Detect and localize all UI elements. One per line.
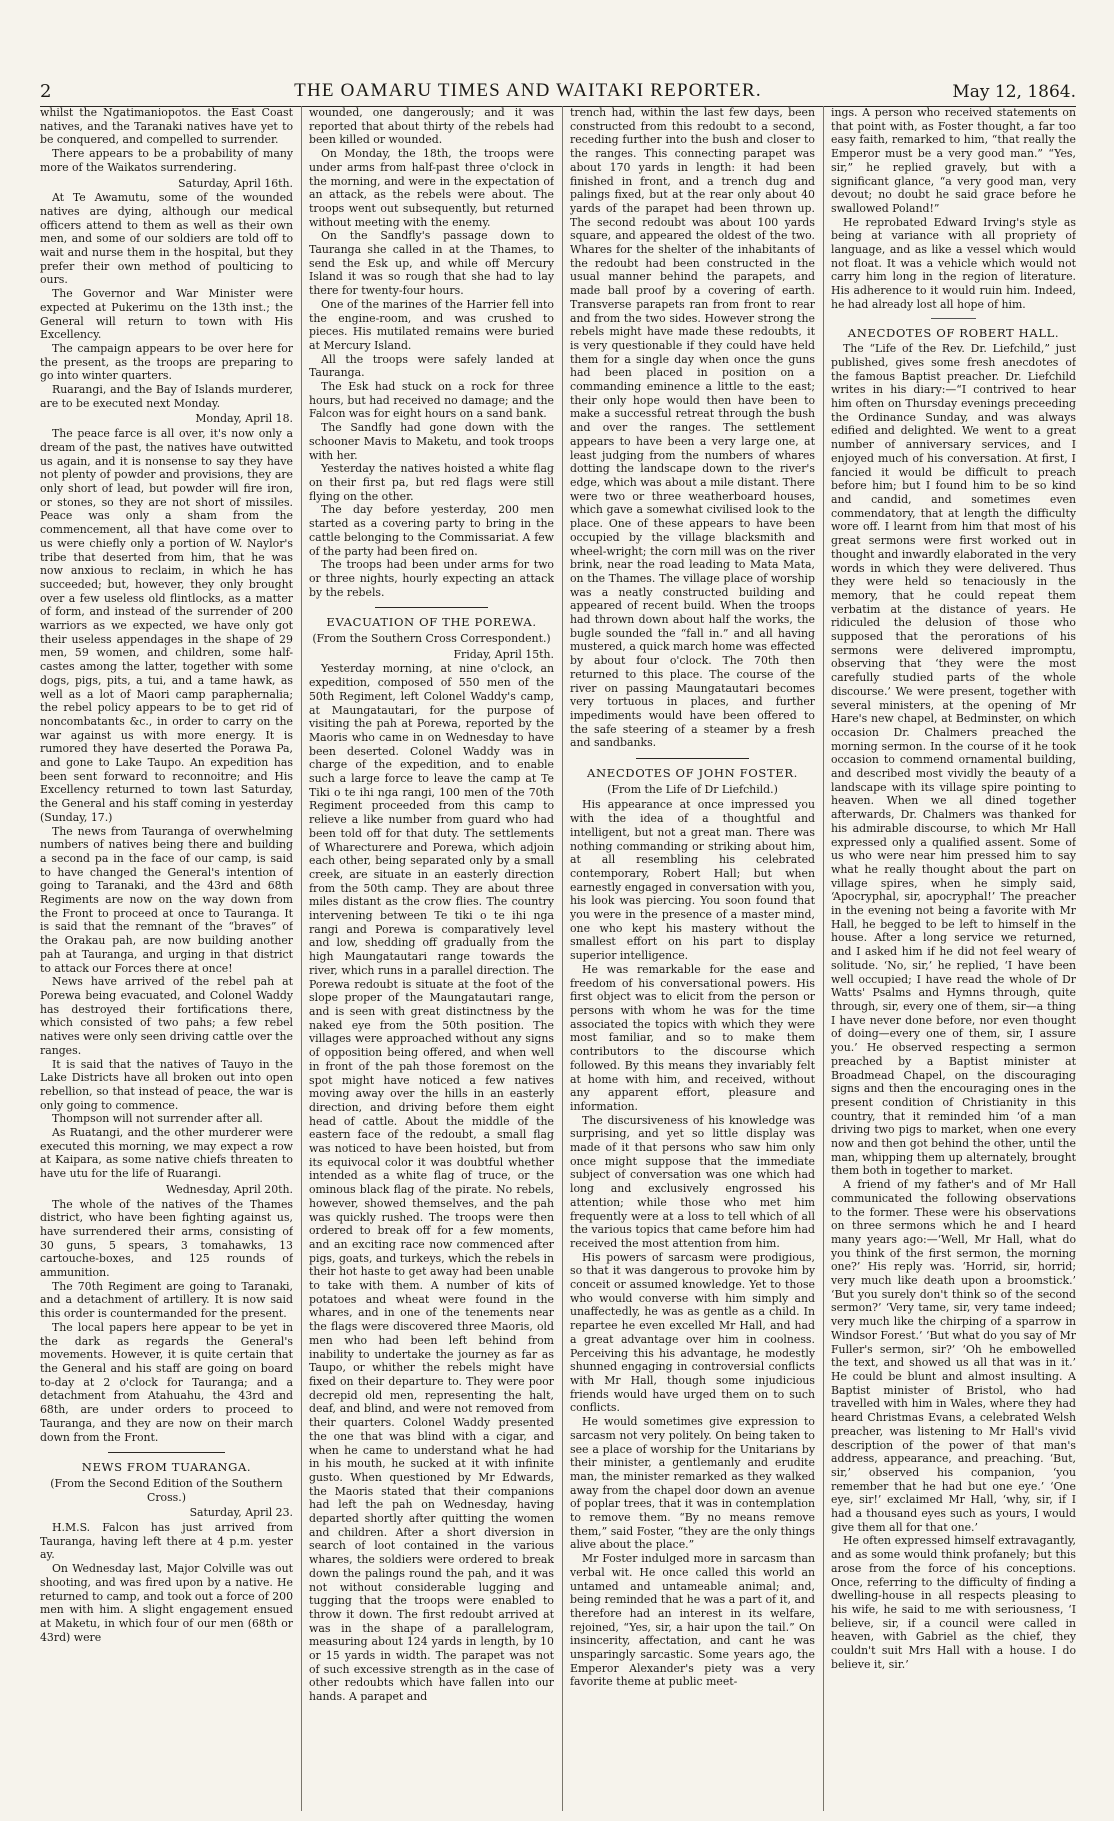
paragraph: A friend of my father's and of Mr Hall communicated the following observations to the former. These were his observations on three sermons which he and I heard many years ago:—‘Well, Mr Hall, what do you think of the first sermon, the morning one?’ His reply was. ‘Horrid, sir, horrid; very much like death upon a broomstick.’ ‘But you surely don't think so of the second sermon?’ ‘Very tame, sir, very tame indeed; very much like the chirping of a sparrow in Windsor Forest.’ ‘But what do you say of Mr Fuller's sermon, sir?’ ‘Oh he embowelled the text, and showed us all that was in it.’ He could be blunt and almost insulting. A Baptist minister of Bristol, who had travelled with him in Wales, where they had heard Christmas Evans, a celebrated Welsh preacher, was listening to Mr Hall's vivid description of the power of that man's address, appearance, and preaching. ‘But, sir,’ observed his companion, ‘you remember that he had but one eye.’ ‘One eye, sir!’ exclaimed Mr Hall, ‘why, sir, if I had a thousand eyes such as yours, I would give them all for that one.’ [831,1178,1076,1534]
section-rule [375,607,488,608]
section-rule [636,758,749,759]
section-rule [108,1452,224,1453]
paragraph: The 70th Regiment are going to Taranaki, and a detachment of artillery. It is now said this order is countermanded for the present. [40,1279,293,1321]
column-3 [562,106,815,1811]
paragraph: The local papers here appear to be yet in the dark as regards the General's movements. However, it is quite certain that the General and his staff are going on board to-day at 2 o'clock for Tauranga; and a detachment from Atahuahu, the 43rd and 68th, are under orders to proceed to Tauranga, and they are now on their march down from the Front. [40,1320,293,1444]
paragraph: Thompson will not surrender after all. [52,1112,263,1126]
dateline: Friday, April 15th. [453,647,554,661]
dateline: Saturday, April 16th. [178,176,293,190]
paragraph: The discursiveness of his knowledge was surprising, and yet so little display was made of it that persons who saw him only once might suppose that the immediate subject of conversation was one which had long and exclusively engrossed his attention; while those who met him frequently were at a loss to tell which of all the various topics that came before him had received the most attention from him. [570,1113,815,1250]
article-heading: EVACUATION OF THE POREWA. [326,615,537,630]
paragraph: The news from Tauranga of overwhelming numbers of natives being there and building a second pa in the face of our camp, is said to have changed the General's intention of going to Taranaki, and the 43rd and 68th Regiments are now on the way down from the Front to proceed at once to Tauranga. It is said that the remnant of the “braves” of the Orakau pah, are now building another pah at Tauranga, and urging in that district to attack our Forces there at once! [40,824,293,975]
section-rule [931,318,975,319]
paragraph: wounded, one dangerously; and it was reported that about thirty of the rebels had been killed or wounded. [309,106,554,147]
paragraph: ings. A person who received statements on that point with, as Foster thought, a far too easy faith, remarked to him, “that really the Emperor must be a very good man.” “Yes, sir,” he replied gravely, but with a significant glance, “a very good man, very devout; no doubt he said grace before he swallowed Poland!” [831,106,1076,215]
paragraph: Ruarangi, and the Bay of Islands murderer, are to be executed next Monday. [40,383,293,410]
newspaper-title: THE OAMARU TIMES AND WAITAKI REPORTER. [294,80,762,101]
paragraph: On Wednesday last, Major Colville was out shooting, and was fired upon by a native. He returned to camp, and took out a force of 200 men with him. A slight engagement ensued at Maketu, in which four of our men (68th or 43rd) were [40,1562,293,1644]
dateline: Monday, April 18. [195,412,293,426]
paragraph: The “Life of the Rev. Dr. Liefchild,” just published, gives some fresh anecdotes of the famous Baptist preacher. Dr. Liefchild writes in his diary:—“I contrived to hear him often on Thursday evenings preceeding the Ordinance Sunday, and was always edified and delighted. We went to a great number of anniversary services, and I enjoyed much of his conversation. At first, I fancied it would be difficult to preach before him; but I found him to be so kind and candid, and sometimes even commendatory, that at length the difficulty wore off. I learnt from him that most of his great sermons were first worked out in thought and inwardly elaborated in the very words in which they were delivered. Thus they were held so tenaciously in the memory, that he could repeat them verbatim at the distance of years. He ridiculed the delusion of those who supposed that the perorations of his sermons were delivered impromptu, observing that ‘they were the most carefully studied parts of the whole discourse.’ We were present, together with several ministers, at the opening of Mr Hare's new chapel, at Bedminster, on which occasion Dr. Chalmers preached the morning sermon. In the course of it he took occasion to commend ornamental building, and described most vividly the beauty of a landscape with its village spire pointing to heaven. When we all dined together afterwards, Dr. Chalmers was thanked for his admirable discourse, to which Mr Hall expressed only a qualified assent. Some of us who were near him pressed him to say what he really thought about the part on village spires, when he simply said, ‘Apocryphal, sir, apocryphal!’ The preacher in the evening not being a favorite with Mr Hall, he begged to be left to himself in the house. After a long service we returned, and I asked him if he did not feel weary of solitude. ‘No, sir,’ he replied, ‘I have been well occupied; I have read the whole of Dr Watts' Psalms and Hymns through, quite through, sir, every one of them, sir—a thing I have never done before, nor even thought of doing—every one of them, sir, I assure you.’ He observed respecting a sermon preached by a Baptist minister at Broadmead Chapel, on the discouraging signs and then the encouraging ones in the present condition of Christianity in this country, that it reminded him ‘of a man driving two pigs to market, when one every now and then got behind the other, until the man, whipping them up alternately, brought them both in together to market. [831,342,1076,1178]
paragraph: The Governor and War Minister were expected at Pukerimu on the 13th inst.; the General will return to town with His Excellency. [40,287,293,342]
paragraph: The whole of the natives of the Thames district, who have been fighting against us, have surrendered their arms, consisting of 30 guns, 5 spears, 3 tomahawks, 13 cartouche-boxes, and 125 rounds of ammunition. [40,1197,293,1280]
paragraph: Yesterday morning, at nine o'clock, an expedition, composed of 550 men of the 50th Regiment, left Colonel Waddy's camp, at Maungatautari, for the purpose of visiting the pah at Porewa, reported by the Maoris who came in on Wednesday to have been deserted. Colonel Waddy was in charge of the expedition, and to enable such a large force to leave the camp at Te Tiki o te ihi nga rangi, 100 men of the 70th Regiment proceeded from this camp to relieve a like number from guard who had been told off for that duty. The settlements of Wharecturere and Porewa, which adjoin each other, being separated only by a small creek, are situate in an easterly direction from the 50th camp. They are about three miles distant as the crow flies. The country intervening between Te tiki o te ihi nga rangi and Porewa is comparatively level and low, shedding off gradually from the high Maungatautari range towards the river, which runs in a parallel direction. The Porewa redoubt is situate at the foot of the slope proper of the Maungatautari range, and is seen with great distinctness by the naked eye from the 50th position. The villages were approached without any signs of opposition being offered, and when well in front of the pah those foremost on the spot might have noticed a few natives moving away over the hills in an easterly direction, and driving before them eight head of cattle. About the middle of the eastern face of the redoubt, a small flag was noticed to have been hoisted, but from its equivocal color it was doubtful whether intended as a white flag of truce, or the ominous black flag of the pirate. No rebels, however, showed themselves, and the pah was quickly rushed. The troops were then ordered to break off for a few moments, and an exciting race now commenced after pigs, goats, and turkeys, which the rebels in their hot haste to get away had been unable to take with them. A number of kits of potatoes and wheat were found in the whares, and in one of the tenements near the flags were discovered three Maoris, old men who had been left behind from inability to undertake the journey as far as Taupo, or whither the rebels might have fixed on their departure to. They were poor decrepid old men, representing the halt, deaf, and blind, and were not removed from their quarters. Colonel Waddy presented the one that was blind with a cigar, and when he came to understand what he had in his mouth, he sucked at it with infinite gusto. When questioned by Mr Edwards, the Maoris stated that their companions had left the pah on Wednesday, having departed shortly after quitting the women and children. After a short diversion in search of loot contained in the various whares, the soldiers were ordered to break down the palings round the pah, and it was not without considerable lugging and tugging that the troops were enabled to throw it down. The first redoubt arrived at was in the shape of a parallelogram, measuring about 124 yards in length, by 10 or 15 yards in width. The parapet was not of such excessive strength as in the case of other redoubts which have fallen into our hands. A parapet and [309,662,554,1704]
paragraph: On Monday, the 18th, the troops were under arms from half-past three o'clock in the morning, and were in the expectation of an attack, as the rebels were about. The troops went out subsequently, but returned without meeting with the enemy. [309,147,554,229]
paragraph: It is said that the natives of Tauyo in the Lake Districts have all broken out into open rebellion, so that instead of peace, the war is only going to commence. [40,1057,293,1112]
paragraph: The Esk had stuck on a rock for three hours, but had received no damage; and the Falcon was for eight hours on a sand bank. [309,380,554,421]
dateline: Wednesday, April 20th. [165,1182,293,1196]
paragraph: As Ruatangi, and the other murderer were executed this morning, we may expect a row at Kaipara, as some native chiefs threaten to have utu for the life of Ruarangi. [40,1126,293,1181]
paragraph: H.M.S. Falcon has just arrived from Tauranga, having left there at 4 p.m. yester ay. [40,1521,293,1562]
paragraph: At Te Awamutu, some of the wounded natives are dying, although our medical officers attend to them as well as their own men, and some of our soldiers are told off to wait and nurse them in the hospital, but they prefer their own method of poulticing to ours. [40,191,293,287]
article-source: (From the Life of Dr Liefchild.) [607,782,778,796]
paragraph: Yesterday the natives hoisted a white flag on their first pa, but red flags were still flying on the other. [309,462,554,503]
article-heading: ANECDOTES OF ROBERT HALL. [847,325,1060,340]
paragraph: There appears to be a probability of many more of the Waikatos surrendering. [40,147,293,174]
paragraph: He would sometimes give expression to sarcasm not very politely. On being taken to see a place of worship for the Unitarians by their minister, a gentlemanly and erudite man, the minister remarked as they walked away from the chapel door down an avenue of poplar trees, that it was in contemplation to remove them. “By no means remove them,” said Foster, “they are the only things alive about the place.” [570,1415,815,1552]
paragraph: On the Sandfly's passage down to Tauranga she called in at the Thames, to send the Esk up, and while off Mercury Island it was so rough that she had to lay there for twenty-four hours. [309,229,554,298]
column-4 [823,106,1076,1811]
paragraph: The troops had been under arms for two or three nights, hourly expecting an attack by the rebels. [309,558,554,599]
paragraph: He reprobated Edward Irving's style as being at variance with all propriety of language, and as like a vessel which would not float. It was a vehicle which would not carry him long in the region of literature. His adherence to it would ruin him. Indeed, he had already lost all hope of him. [831,215,1076,311]
article-columns [40,106,1076,1811]
issue-date: May 12, 1864. [952,82,1076,102]
paragraph: He was remarkable for the ease and freedom of his conversational powers. His first object was to elicit from the person or persons with whom he was for the time associated the topics with which they were most familiar, and so to make them contributors to the discourse which followed. By this means they invariably felt at home with him, and received, without any apparent effort, pleasure and information. [570,962,815,1113]
paragraph: trench had, within the last few days, been constructed from this redoubt to a second, receding further into the bush and closer to the ranges. This connecting parapet was about 170 yards in length: it had been finished in front, and a trench dug and palings fixed, but at the rear only about 40 yards of the parapet had been thrown up. The second redoubt was about 100 yards square, and appeared the oldest of the two. Whares for the shelter of the inhabitants of the redoubt had been constructed in the usual manner behind the parapets, and made ball proof by a covering of earth. Transverse parapets ran from front to rear and from the two sides. However strong the rebels might have made these redoubts, it is very questionable if they could have held them for a single day when once the guns had been placed in position on a commanding eminence a little to the east; their only hope would then have been to make a successful retreat through the bush and over the ranges. The settlement appears to have been a very large one, at least judging from the numbers of whares dotting the landscape down to the river's edge, which was about a mile distant. There were two or three weatherboard houses, which gave a somewhat civilised look to the place. One of these appears to have been occupied by the village blacksmith and wheel-wright; the corn mill was on the river brink, near the road leading to Mata Mata, on the Thames. The village place of worship was a neatly constructed building and appeared of recent build. When the troops had thrown down about half the works, the bugle sounded the “fall in.” and all having mustered, a quick march home was effected by about four o'clock. The 70th then returned to this place. The course of the river on passing Maungatautari becomes very tortuous in places, and further impediments would have been offered to the safe steering of a steamer by a fresh and sandbanks. [570,106,815,750]
paragraph: whilst the Ngatimaniopotos. the East Coast natives, and the Taranaki natives have yet to be conquered, and compelled to surrender. [40,106,293,147]
column-2 [301,106,554,1811]
paragraph: His powers of sarcasm were prodigious, so that it was dangerous to provoke him by conceit or assumed knowledge. Yet to those who would converse with him simply and unaffectedly, he was as gentle as a child. In repartee he even excelled Mr Hall, and had a great advantage over him in coolness. Perceiving this his advantage, he modestly shunned engaging in controversial conflicts with Mr Hall, though some injudicious friends would have urged them on to such conflicts. [570,1250,815,1415]
masthead [40,66,1076,107]
paragraph: One of the marines of the Harrier fell into the engine-room, and was crushed to pieces. His mutilated remains were buried at Mercury Island. [309,297,554,352]
dateline: Saturday, April 23. [189,1506,293,1520]
paragraph: The peace farce is all over, it's now only a dream of the past, the natives have outwitted us again, and it is nonsense to say they have not plenty of powder and provisions, they are only short of lead, but powder will fire iron, or stones, so they are not short of missiles. Peace was only a sham from the commencement, all that have come over to us were chiefly only a portion of W. Naylor's tribe that deserted from him, that he was now anxious to reclaim, in which he has succeeded; but, however, they only brought over a few useless old flintlocks, as a matter of form, and instead of the surrender of 200 warriors as we expected, we have only got their useless appendages in the shape of 29 men, 59 women, and children, some half-castes among the latter, together with some dogs, pigs, pits, a tui, and a tame hawk, as well as a lot of Maori camp paraphernalia; the rebel policy appears to be to get rid of noncombatants &c., in order to carry on the war against us with more energy. It is rumored they have deserted the Porawa Pa, and gone to Lake Taupo. An expedition has been sent forward to reconnoitre; and His Excellency returned to town last Saturday, the General and his staff coming in yesterday (Sunday, 17.) [40,427,293,824]
article-heading: ANECDOTES OF JOHN FOSTER. [587,766,798,781]
paragraph: His appearance at once impressed you with the idea of a thoughtful and intelligent, but not a great man. There was nothing commanding or striking about him, at all resembling his celebrated contemporary, Robert Hall; but when earnestly engaged in conversation with you, his look was piercing. You soon found that you were in the presence of a master mind, one who kept his mastery without the smallest effort on his part to display superior intelligence. [570,798,815,963]
paragraph: The day before yesterday, 200 men started as a covering party to bring in the cattle belonging to the Commissariat. A few of the party had been fired on. [309,503,554,558]
page-number: 2 [40,81,52,102]
paragraph: All the troops were safely landed at Tauranga. [309,352,554,380]
paragraph: Mr Foster indulged more in sarcasm than verbal wit. He once called this world an untamed and untameable animal; and, being reminded that he was a part of it, and therefore had an interest in its welfare, rejoined, “Yes, sir, a hair upon the tail.” On insincerity, affectation, and cant he was unsparingly sarcastic. Some years ago, the Emperor Alexander's piety was a very favorite theme at public meet- [570,1552,815,1689]
paragraph: The campaign appears to be over here for the present, as the troops are preparing to go into winter quarters. [40,341,293,383]
paragraph: The Sandfly had gone down with the schooner Mavis to Maketu, and took troops with her. [309,421,554,462]
column-1 [40,106,293,1811]
paragraph: News have arrived of the rebel pah at Porewa being evacuated, and Colonel Waddy has destroyed their fortifications there, which consisted of two pahs; a few rebel natives were only seen driving cattle over the ranges. [40,975,293,1057]
article-source: (From the Southern Cross Correspondent.) [312,632,551,646]
paragraph: He often expressed himself extravagantly, and as some would think profanely; but this arose from the force of his conceptions. Once, referring to the difficulty of finding a dwelling-house in all respects pleasing to his wife, he said to me with seriousness, ‘I believe, sir, if a council were called in heaven, with Gabriel as the chief, they couldn't suit Mrs Hall with a house. I do believe it, sir.’ [831,1534,1076,1671]
article-heading: NEWS FROM TUARANGA. [81,1460,252,1475]
article-source: (From the Second Edition of the Southern Cross.) [50,1476,283,1504]
